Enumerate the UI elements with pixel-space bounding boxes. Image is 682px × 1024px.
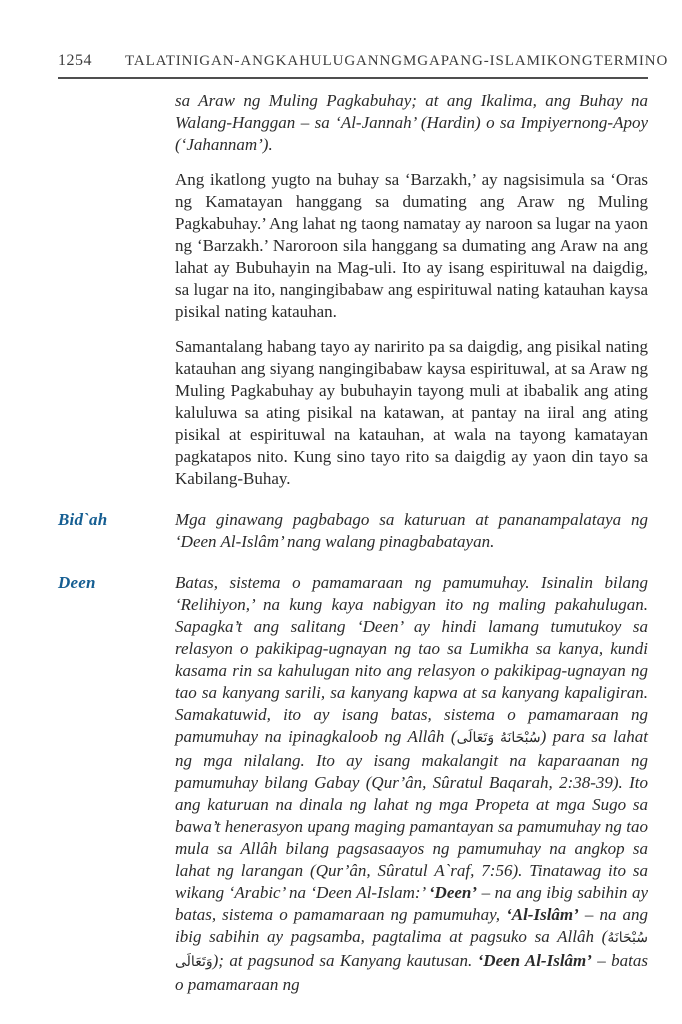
entry-definition [175, 509, 648, 553]
entry-definition [175, 90, 648, 156]
entry-definition [175, 572, 648, 996]
continuation-paragraph [58, 169, 648, 323]
dictionary-entry-deen [58, 572, 648, 996]
arabic-honorific: سُبْحَانَهُ وَتَعَالَى [456, 731, 541, 746]
bold-term: ‘Deen’ [428, 883, 478, 902]
running-title: TALATINIGAN-ANGKAHULUGANNGMGAPANG-ISLAMIKONGTERMINO [125, 53, 669, 69]
text-segment: Batas, sistema o pamamaraan ng pamumuhay. Isinalin bilang ‘Relihiyon,’ na kung kaya nabigyan ito ng maling pakahulugan. Sapagka’t ang salitang ‘Deen’ ay hindi lamang tumutukoy sa relasyon o pakikipag-ugnayan ng tao sa Lumikha sa kanya, kundi kasama rin sa kahulugan nito ang relasyon o pakikipag-ugnayan ng tao sa kanyang sarili, sa kanyang kapwa at sa kanyang kapaligiran. Samakatuwid, ito ay isang batas, sistema o pamamaraan ng pamumuhay na ipinagkaloob ng Allâh ( [175, 573, 648, 746]
entry-term: Bid`ah [58, 510, 108, 529]
text-segment: ); at pagsunod sa Kanyang kautusan. [212, 951, 478, 970]
text-segment: – batas o pamamaraan ng [175, 951, 649, 994]
entry-definition [175, 336, 648, 490]
arabic-honorific: سُبْحَانَهُ وَتَعَالَى [175, 931, 648, 970]
continuation-paragraph [58, 336, 648, 490]
entry-definition [175, 169, 648, 323]
text-segment: sa Araw ng Muling Pagkabuhay; at ang Ikalima, ang Buhay na Walang-Hanggan – sa ‘Al-Jannah’ (Hardin) o sa Impiyernong-Apoy (‘Jahannam’). [175, 91, 648, 154]
continuation-paragraph [58, 90, 648, 156]
text-segment: ) para sa lahat ng mga nilalang. Ito ay isang makalangit na kaparaanan ng pamumuhay bilang Gabay (Qur’ân, Sûratul Baqarah, 2:38-39). Ito ang katuruan na dinala ng lahat ng mga Propeta at mga Sugo sa bawa’t henerasyon upang maging pamantayan sa pamumuhay ng tao mula sa Allâh bilang pagsasaayos ng pamumuhay na angkop sa lahat ng larangan (Qur’ân, Sûratul A`raf, 7:56). Tinatawag ito sa wikang ‘Arabic’ na ‘Deen Al-Islam:’ [175, 727, 649, 902]
page-body [58, 90, 648, 996]
bold-term: ‘Deen Al-Islâm’ [477, 951, 592, 970]
page-header [58, 52, 669, 79]
text-segment: Ang ikatlong yugto na buhay sa ‘Barzakh,’ ay nagsisimula sa ‘Oras ng Kamatayan hanggang sa dumating ang Araw ng Muling Pagkabuhay.’ Ang lahat ng taong namatay ay naroon sa lugar na yaon ng ‘Barzakh.’ Naroroon sila hanggang sa dumating ang Araw na ang lahat ay Bubuhayin na Mag-uli. Ito ay isang espirituwal na daigdig, sa lugar na ito, nangingibabaw ang espirituwal nating katauhan kaysa pisikal nating katauhan. [175, 170, 648, 321]
dictionary-entry-bidah [58, 509, 648, 553]
text-segment: Mga ginawang pagbabago sa katuruan at pananampalataya ng ‘Deen Al-Islâm’ nang walang pinagbabatayan. [175, 510, 648, 551]
text-segment: – na ang ibig sabihin ay batas, sistema o pamamaraan ng pamumuhay, [175, 883, 648, 924]
page-number: 1254 [58, 52, 92, 69]
text-segment: – na ang ibig sabihin ay pagsamba, pagtalima at pagsuko sa Allâh ( [175, 905, 649, 946]
text-segment: Samantalang habang tayo ay naririto pa sa daigdig, ang pisikal nating katauhan ang siyang nangingibabaw kaysa espirituwal, at sa Araw ng Muling Pagkabuhay ay bubuhayin tayong muli at ibabalik ang ating kaluluwa sa ating pisikal na katawan, at pantay na iiral ang ating pisikal at espirituwal na katauhan, at wala na tayong kamatayan pagkatapos nito. Kung sino tayo rito sa daigdig ay yaon din tayo sa Kabilang-Buhay. [175, 337, 648, 488]
entry-term: Deen [58, 573, 96, 592]
bold-term: ‘Al-Islâm’ [506, 905, 579, 924]
